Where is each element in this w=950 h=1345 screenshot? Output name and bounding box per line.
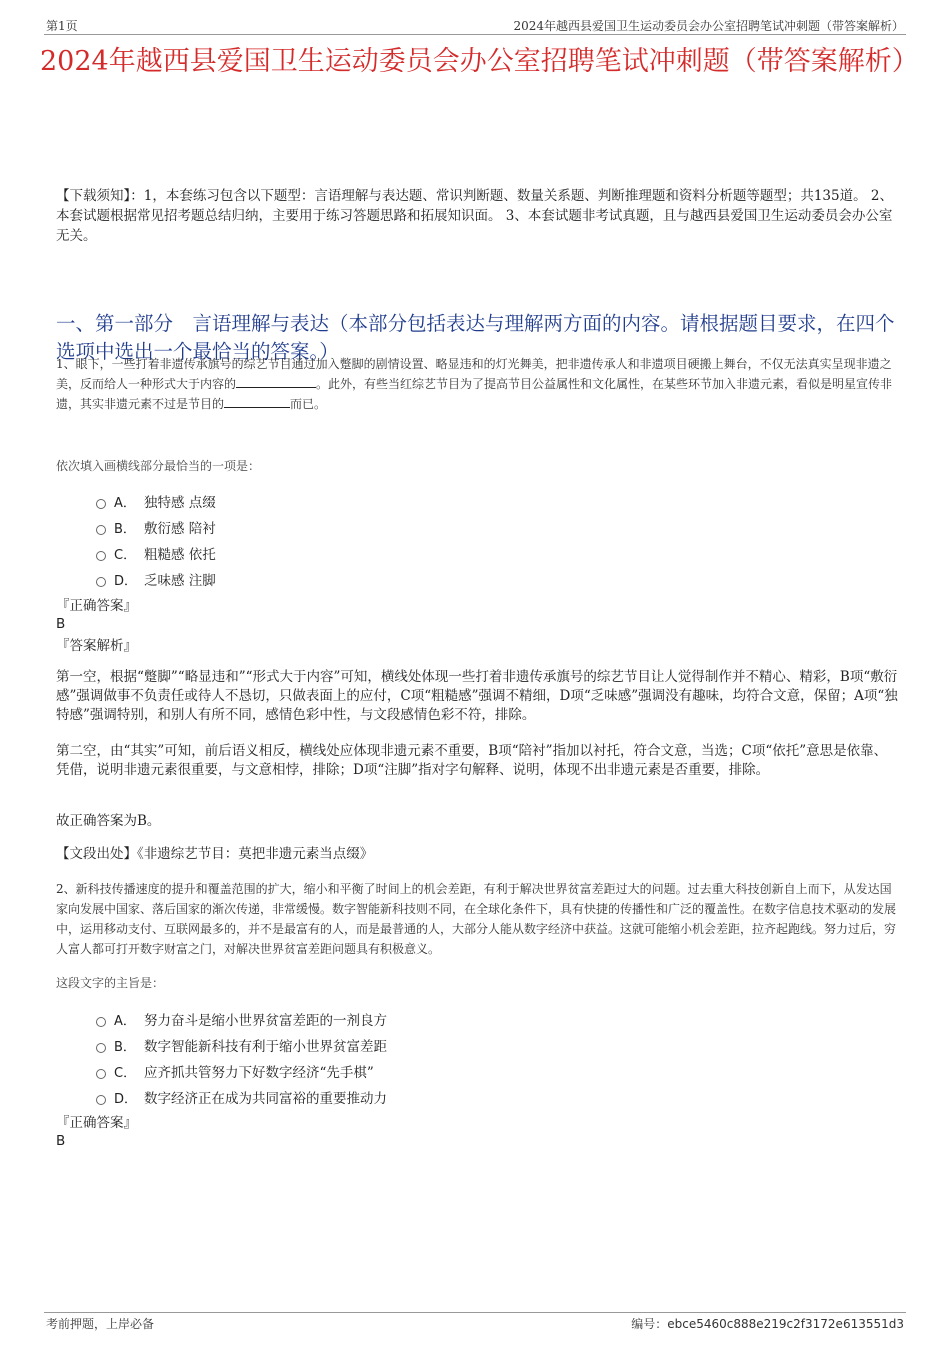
analysis-paragraph-1: 第一空，根据“蹩脚”“略显违和”“形式大于内容”可知，横线处体现一些打着非遗传承旗号的综艺节目让人觉得制作并不精心、精彩，B项“敷衍感”强调做事不负责任或待人不恳切，只做表面上的应付，C项“粗糙感”强调不精细，D项“乏味感”强调没有趣味，均符合文意，保留；A项“独特感”强调特别，和别人有所不同，感情色彩中性，与文段感情色彩不符，排除。 (56, 669, 898, 723)
question-2-text: 2、新科技传播速度的提升和覆盖范围的扩大，缩小和平衡了时间上的机会差距，有利于解决世界贫富差距过大的问题。过去重大科技创新自上而下，从发达国家向发展中国家、落后国家的渐次传递，非常缓慢。数字智能新科技则不同，在全球化条件下，具有快捷的传播性和广泛的覆盖性。在数字信息技术驱动的发展中，运用移动支付、互联网最多的，并不是最富有的人，而是最普通的人，大部分人能从数字经济中获益。这就可能缩小机会差距，拉齐起跑线。努力过后，穷人富人都可打开数字财富之门，对解决世界贫富差距问题具有积极意义。 (56, 882, 897, 956)
radio-icon[interactable] (96, 525, 106, 535)
question-1-prompt: 依次填入画横线部分最恰当的一项是： (56, 459, 261, 473)
fill-blank (224, 395, 290, 408)
answer-label: 『正确答案』 (56, 598, 137, 614)
page-header (44, 14, 906, 35)
option-c[interactable]: C． 应齐抓共管努力下好数字经济“先手棋” (96, 1058, 387, 1084)
document-code: 编号：ebce5460c888e219c2f3172e613551d3 (631, 1317, 904, 1331)
option-b[interactable]: B． 敷衍感 陪衬 (96, 514, 216, 540)
download-notice: 【下载须知】：1，本套练习包含以下题型：言语理解与表达题、常识判断题、数量关系题、判断推理题和资料分析题等题型；共135道。 2、本套试题根据常见招考题总结归纳，主要用于练习答题思路和拓展知识面。 3、本套试题非考试真题，且与越西县爱国卫生运动委员会办公室无关。 (56, 188, 893, 244)
radio-icon[interactable] (96, 1095, 106, 1105)
option-a[interactable]: A． 独特感 点缀 (96, 488, 216, 514)
fill-blank (236, 375, 316, 388)
radio-icon[interactable] (96, 1043, 106, 1053)
source-note: 【文段出处】《非遗综艺节目：莫把非遗元素当点缀》 (56, 846, 374, 862)
radio-icon[interactable] (96, 1069, 106, 1079)
question-2-options (96, 1006, 387, 1110)
page-footer (44, 1312, 906, 1333)
option-b[interactable]: B． 数字智能新科技有利于缩小世界贫富差距 (96, 1032, 387, 1058)
section-heading: 一、第一部分 言语理解与表达（本部分包括表达与理解两方面的内容。请根据题目要求，在四个选项中选出一个最恰当的答案。） (56, 312, 895, 363)
option-c[interactable]: C． 粗糙感 依托 (96, 540, 216, 566)
radio-icon[interactable] (96, 551, 106, 561)
option-d[interactable]: D． 乏味感 注脚 (96, 566, 216, 592)
radio-icon[interactable] (96, 499, 106, 509)
question-1-options (96, 488, 216, 592)
question-2-prompt: 这段文字的主旨是： (56, 976, 165, 990)
radio-icon[interactable] (96, 1017, 106, 1027)
answer-value: B (56, 616, 66, 632)
answer-label: 『正确答案』 (56, 1115, 137, 1131)
radio-icon[interactable] (96, 577, 106, 587)
document-title: 2024年越西县爱国卫生运动委员会办公室招聘笔试冲刺题（带答案解析） (40, 46, 919, 77)
analysis-paragraph-2: 第二空，由“其实”可知，前后语义相反，横线处应体现非遗元素不重要，B项“陪衬”指加以衬托，符合文意，当选；C项“依托”意思是依靠、凭借，说明非遗元素很重要，与文意相悖，排除；D项“注脚”指对字句解释、说明，体现不出非遗元素是否重要，排除。 (56, 743, 888, 778)
analysis-label: 『答案解析』 (56, 638, 137, 654)
header-doc-title: 2024年越西县爱国卫生运动委员会办公室招聘笔试冲刺题（带答案解析） (513, 19, 904, 33)
answer-value: B (56, 1133, 66, 1149)
option-d[interactable]: D． 数字经济正在成为共同富裕的重要推动力 (96, 1084, 387, 1110)
footer-slogan: 考前押题，上岸必备 (46, 1317, 155, 1331)
question-1-text: 1、眼下，一些打着非遗传承旗号的综艺节目通过加入蹩脚的剧情设置、略显违和的灯光舞美，把非遗传承人和非遗项目硬搬上舞台，不仅无法真实呈现非遗之美，反而给人一种形式大于内容的 。此外，有些当红综艺节目为了提高节目公益属性和文化属性，在某些环节加入非遗元素，看似是明星宣传非遗，其实非遗元素不过是节目的 而已。 (56, 357, 893, 411)
analysis-conclusion: 故正确答案为B。 (56, 813, 161, 829)
option-a[interactable]: A． 努力奋斗是缩小世界贫富差距的一剂良方 (96, 1006, 387, 1032)
page-number: 第1页 (46, 19, 78, 33)
